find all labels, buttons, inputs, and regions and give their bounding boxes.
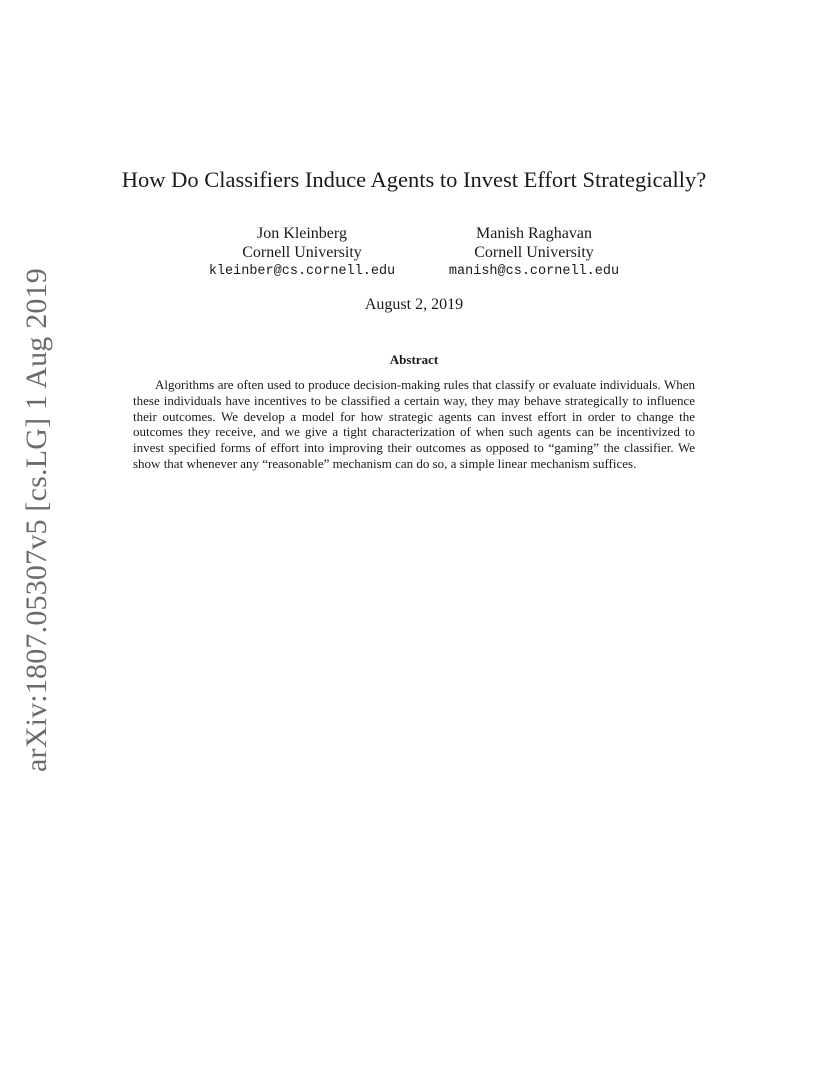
- author-affiliation: Cornell University: [474, 244, 594, 261]
- author-block-1: [182, 224, 422, 281]
- author-name: Manish Raghavan: [476, 225, 592, 242]
- paper-title: How Do Classifiers Induce Agents to Invest Effort Strategically?: [121, 167, 707, 192]
- abstract-text: Algorithms are often used to produce decision-making rules that classify or evaluate individuals. When these individuals have incentives to be classified a certain way, they may behave strategically to influence their outcomes. We develop a model for how strategic agents can invest effort in order to change the outcomes they receive, and we give a tight characterization of when such agents can be incentivized to invest specified forms of effort into improving their outcomes as opposed to “gaming” the classifier. We show that whenever any “reasonable” mechanism can do so, a simple linear mechanism suffices.: [133, 377, 695, 471]
- arxiv-identifier: arXiv:1807.05307v5 [cs.LG] 1 Aug 2019: [20, 267, 54, 773]
- author-email: kleinber@cs.cornell.edu: [208, 264, 396, 279]
- author-name: Jon Kleinberg: [257, 225, 347, 242]
- author-block-2: [414, 224, 654, 281]
- author-affiliation: Cornell University: [242, 244, 362, 261]
- author-email: manish@cs.cornell.edu: [448, 264, 620, 279]
- abstract-heading: Abstract: [389, 352, 439, 367]
- paper-date: August 2, 2019: [364, 296, 464, 313]
